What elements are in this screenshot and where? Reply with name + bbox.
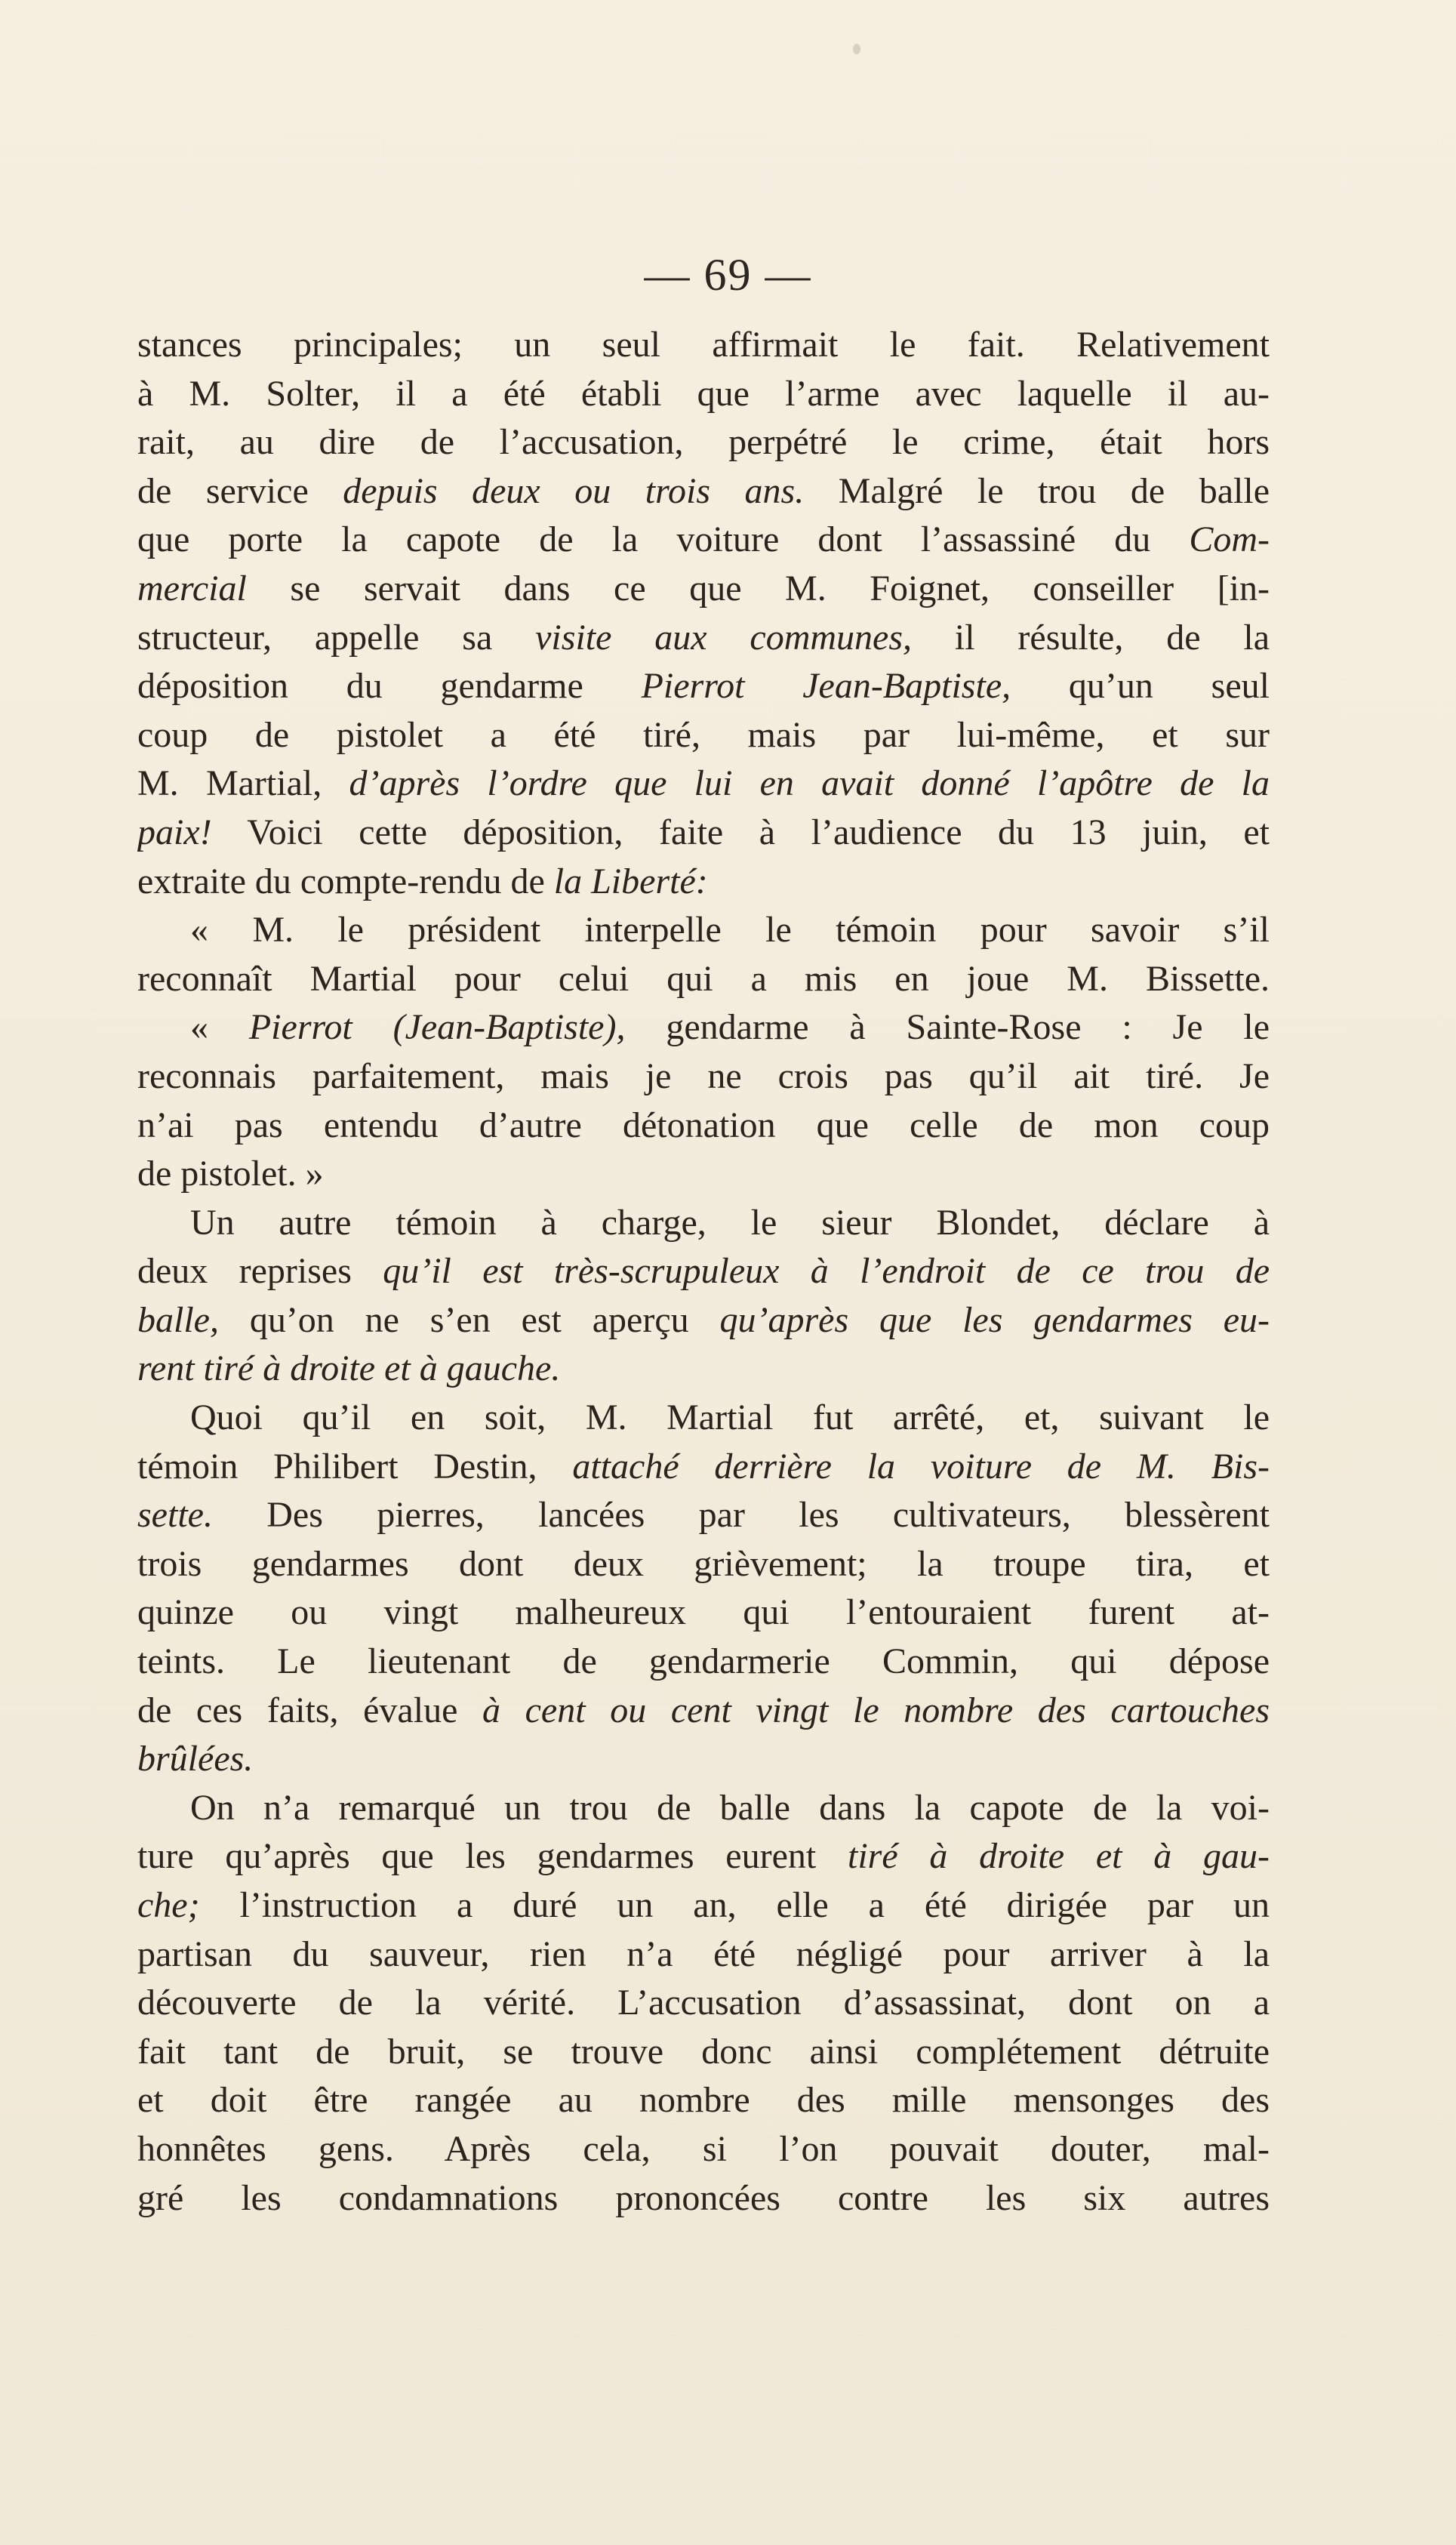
body-text (137, 321, 1270, 2223)
text-line: que porte la capote de la voiture dont l’assassiné du Com- (137, 519, 1270, 560)
text-line: et doit être rangée au nombre des mille mensonges des (137, 2080, 1270, 2121)
text-line: che; l’instruction a duré un an, elle a été dirigée par un (137, 1885, 1270, 1925)
text-line: gré les condamnations prononcées contre les six autres (137, 2177, 1270, 2218)
text-line: M. Martial, d’après l’ordre que lui en avait donné l’apôtre de la (137, 763, 1270, 804)
text-line: quinze ou vingt malheureux qui l’entouraient furent at- (137, 1592, 1270, 1633)
text-line: deux reprises qu’il est très-scrupuleux à l’endroit de ce trou de (137, 1251, 1270, 1292)
text-line: Un autre témoin à charge, le sieur Blondet, déclare à (190, 1202, 1270, 1243)
text-line: fait tant de bruit, se trouve donc ainsi complétement détruite (137, 2031, 1270, 2072)
text-line: de pistolet. » (137, 1154, 324, 1194)
text-line: mercial se servait dans ce que M. Foignet, conseiller [in- (137, 568, 1270, 609)
text-line: teints. Le lieutenant de gendarmerie Commin, qui dépose (137, 1641, 1270, 1682)
text-line: stances principales; un seul affirmait le fait. Relativement (137, 325, 1270, 365)
text-line: Quoi qu’il en soit, M. Martial fut arrêté, et, suivant le (190, 1397, 1270, 1438)
text-line: reconnais parfaitement, mais je ne crois pas qu’il ait tiré. Je (137, 1055, 1270, 1096)
text-line: paix! Voici cette déposition, faite à l’audience du 13 juin, et (137, 812, 1270, 852)
text-line: sette. Des pierres, lancées par les cultivateurs, blessèrent (137, 1495, 1270, 1536)
text-line: trois gendarmes dont deux grièvement; la troupe tira, et (137, 1543, 1270, 1584)
text-line: rent tiré à droite et à gauche. (137, 1348, 561, 1389)
text-line: témoin Philibert Destin, attaché derrière la voiture de M. Bis- (137, 1446, 1270, 1487)
paper-mark (853, 44, 860, 54)
text-line: extraite du compte-rendu de la Liberté: (137, 861, 708, 901)
text-line: découverte de la vérité. L’accusation d’assassinat, dont on a (137, 1983, 1270, 2023)
text-line: n’ai pas entendu d’autre détonation que celle de mon coup (137, 1105, 1270, 1145)
text-line: balle, qu’on ne s’en est aperçu qu’après que les gendarmes eu- (137, 1299, 1270, 1340)
text-line: « M. le président interpelle le témoin pour savoir s’il (190, 910, 1270, 951)
text-line: « Pierrot (Jean-Baptiste), gendarme à Sainte-Rose : Je le (190, 1007, 1270, 1048)
text-line: brûlées. (137, 1739, 254, 1779)
text-line: partisan du sauveur, rien n’a été négligé pour arriver à la (137, 1933, 1270, 1974)
text-line: rait, au dire de l’accusation, perpétré le crime, était hors (137, 422, 1270, 463)
text-line: ture qu’après que les gendarmes eurent tiré à droite et à gau- (137, 1836, 1270, 1877)
text-line: de ces faits, évalue à cent ou cent vingt le nombre des cartouches (137, 1690, 1270, 1730)
text-line: reconnaît Martial pour celui qui a mis en joue M. Bissette. (137, 958, 1270, 999)
text-line: honnêtes gens. Après cela, si l’on pouvait douter, mal- (137, 2128, 1270, 2169)
text-line: structeur, appelle sa visite aux communes, il résulte, de la (137, 617, 1270, 658)
page-number: — 69 — (644, 250, 812, 300)
text-line: On n’a remarqué un trou de balle dans la capote de la voi- (190, 1787, 1270, 1828)
text-line: déposition du gendarme Pierrot Jean-Baptiste, qu’un seul (137, 666, 1270, 707)
text-line: de service depuis deux ou trois ans. Malgré le trou de balle (137, 470, 1270, 511)
text-line: coup de pistolet a été tiré, mais par lui-même, et sur (137, 714, 1270, 755)
text-line: à M. Solter, il a été établi que l’arme avec laquelle il au- (137, 373, 1270, 414)
